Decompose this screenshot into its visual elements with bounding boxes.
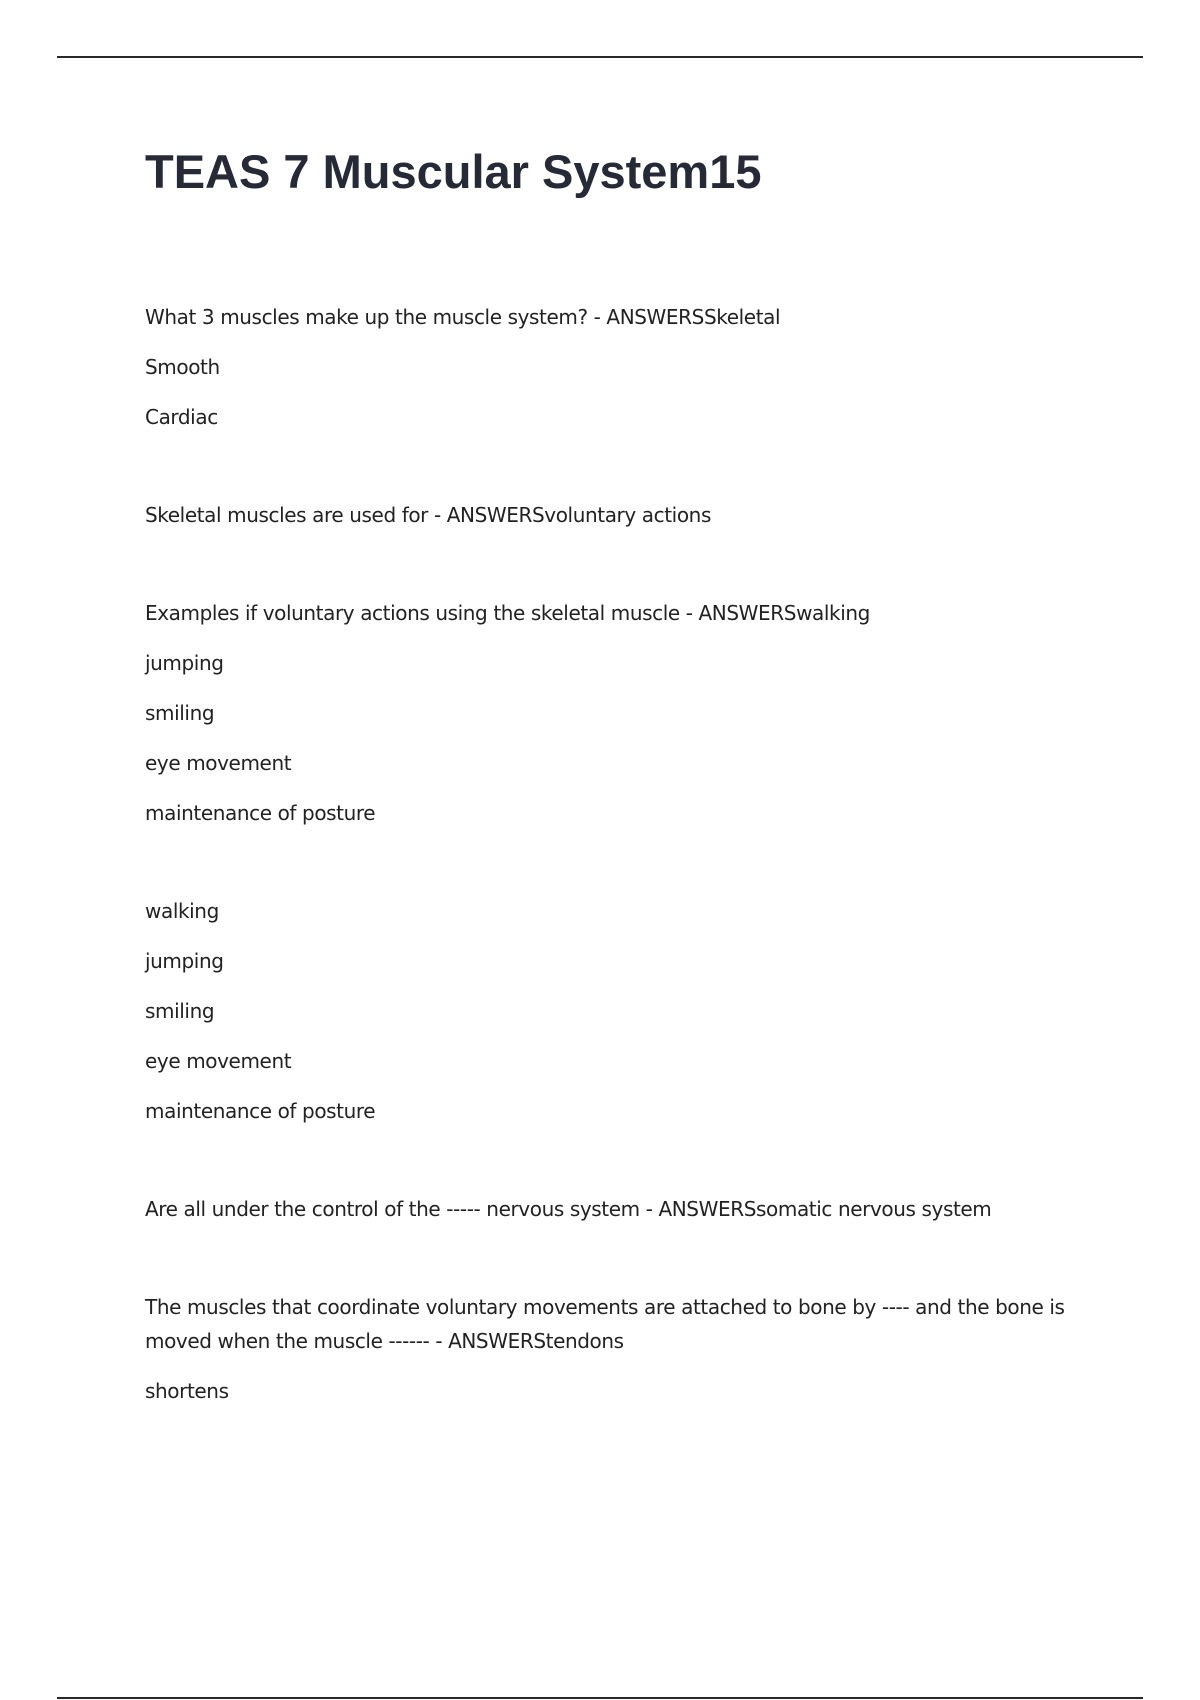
question-line: Skeletal muscles are used for - ANSWERSvoluntary actions bbox=[145, 503, 711, 527]
qa-list bbox=[145, 300, 1095, 1424]
answer-line: maintenance of posture bbox=[145, 1099, 376, 1123]
spacer bbox=[145, 548, 1095, 596]
answer-line: shortens bbox=[145, 1379, 229, 1403]
answer-line: walking bbox=[145, 899, 219, 923]
footer-rule bbox=[57, 1697, 1143, 1699]
answer-line: eye movement bbox=[145, 1049, 292, 1073]
spacer bbox=[145, 1242, 1095, 1290]
header-rule bbox=[57, 56, 1143, 58]
answer-line: smiling bbox=[145, 999, 215, 1023]
answer-line: Cardiac bbox=[145, 405, 218, 429]
answer-line: eye movement bbox=[145, 751, 292, 775]
question-line: The muscles that coordinate voluntary movements are attached to bone by ---- and the bone is moved when the muscle ------ - ANSWERStendons bbox=[145, 1295, 1065, 1353]
answer-line: jumping bbox=[145, 949, 224, 973]
answer-line: Smooth bbox=[145, 355, 220, 379]
spacer bbox=[145, 846, 1095, 894]
document-title: TEAS 7 Muscular System15 bbox=[145, 145, 762, 198]
question-line: Examples if voluntary actions using the skeletal muscle - ANSWERSwalking bbox=[145, 601, 870, 625]
spacer bbox=[145, 1144, 1095, 1192]
answer-line: maintenance of posture bbox=[145, 801, 376, 825]
answer-line: jumping bbox=[145, 651, 224, 675]
answer-line: smiling bbox=[145, 701, 215, 725]
question-line: What 3 muscles make up the muscle system? - ANSWERSSkeletal bbox=[145, 305, 781, 329]
question-line: Are all under the control of the ----- nervous system - ANSWERSsomatic nervous system bbox=[145, 1197, 992, 1221]
spacer bbox=[145, 450, 1095, 498]
